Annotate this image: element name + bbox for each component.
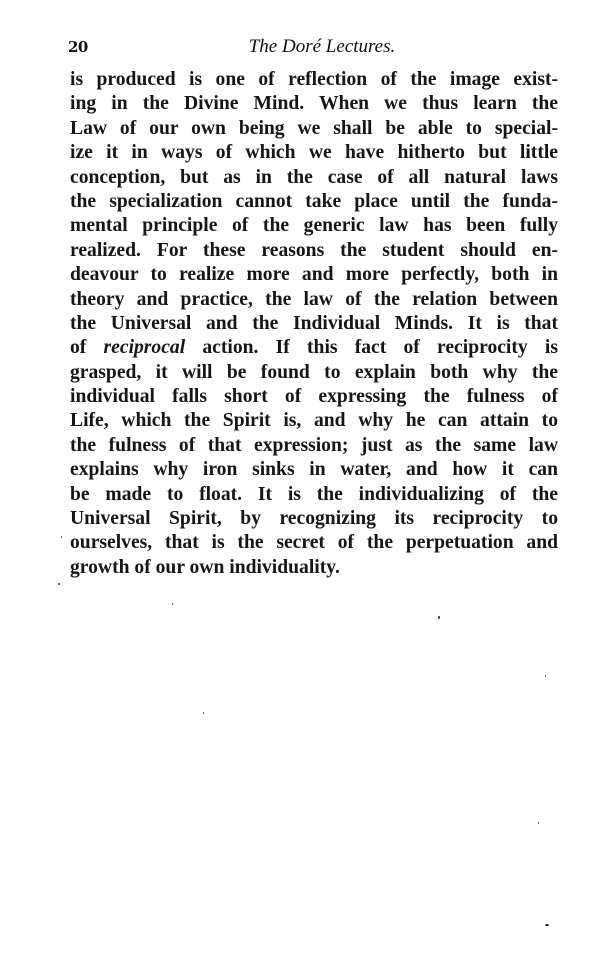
text-line: the fulness of that expression; just as the same law xyxy=(70,434,558,456)
page-number: 20 xyxy=(68,38,88,56)
scan-speck xyxy=(172,603,173,605)
text-line: individual falls short of expressing the fulness of xyxy=(70,386,558,408)
text-line: the specialization cannot take place until the funda- xyxy=(70,190,558,212)
scan-speck xyxy=(203,712,204,714)
running-head xyxy=(68,38,556,64)
text-line: be made to float. It is the individualizing of the xyxy=(70,483,558,505)
text-line: conception, but as in the case of all natural laws xyxy=(70,166,558,188)
text-line: ourselves, that is the secret of the perpetuation and xyxy=(70,532,558,554)
body-paragraph xyxy=(70,68,558,580)
scan-speck xyxy=(538,822,539,824)
text-line xyxy=(70,336,558,360)
text-line: Life, which the Spirit is, and why he can attain to xyxy=(70,410,558,432)
text-line: ize it in ways of which we have hitherto but little xyxy=(70,142,558,164)
text-line: is produced is one of reflection of the image exist- xyxy=(70,69,558,90)
text-line: grasped, it will be found to explain both why the xyxy=(70,361,558,383)
text-segment: action. If this fact of reciprocity is xyxy=(185,337,558,359)
text-line: explains why iron sinks in water, and how it can xyxy=(70,459,558,481)
text-line: Universal Spirit, by recognizing its reciprocity to xyxy=(70,508,558,530)
text-line: Law of our own being we shall be able to special- xyxy=(70,117,558,139)
text-line: mental principle of the generic law has been fully xyxy=(70,215,558,237)
text-segment: of xyxy=(70,337,104,359)
scan-speck xyxy=(58,583,60,585)
text-line: realized. For these reasons the student should en- xyxy=(70,239,558,261)
scan-speck xyxy=(438,616,440,619)
text-line: deavour to realize more and more perfectly, both in xyxy=(70,264,558,286)
text-line: growth of our own individuality. xyxy=(70,556,340,578)
text-line: ing in the Divine Mind. When we thus learn the xyxy=(70,93,558,115)
text-line: the Universal and the Individual Minds. It is that xyxy=(70,312,558,334)
emphasized-word: reciprocal xyxy=(103,337,186,359)
text-line: theory and practice, the law of the relation between xyxy=(70,288,558,310)
scan-speck xyxy=(545,924,549,926)
running-title: The Doré Lectures. xyxy=(248,36,396,57)
scan-speck xyxy=(61,536,62,538)
scan-speck xyxy=(545,675,546,677)
